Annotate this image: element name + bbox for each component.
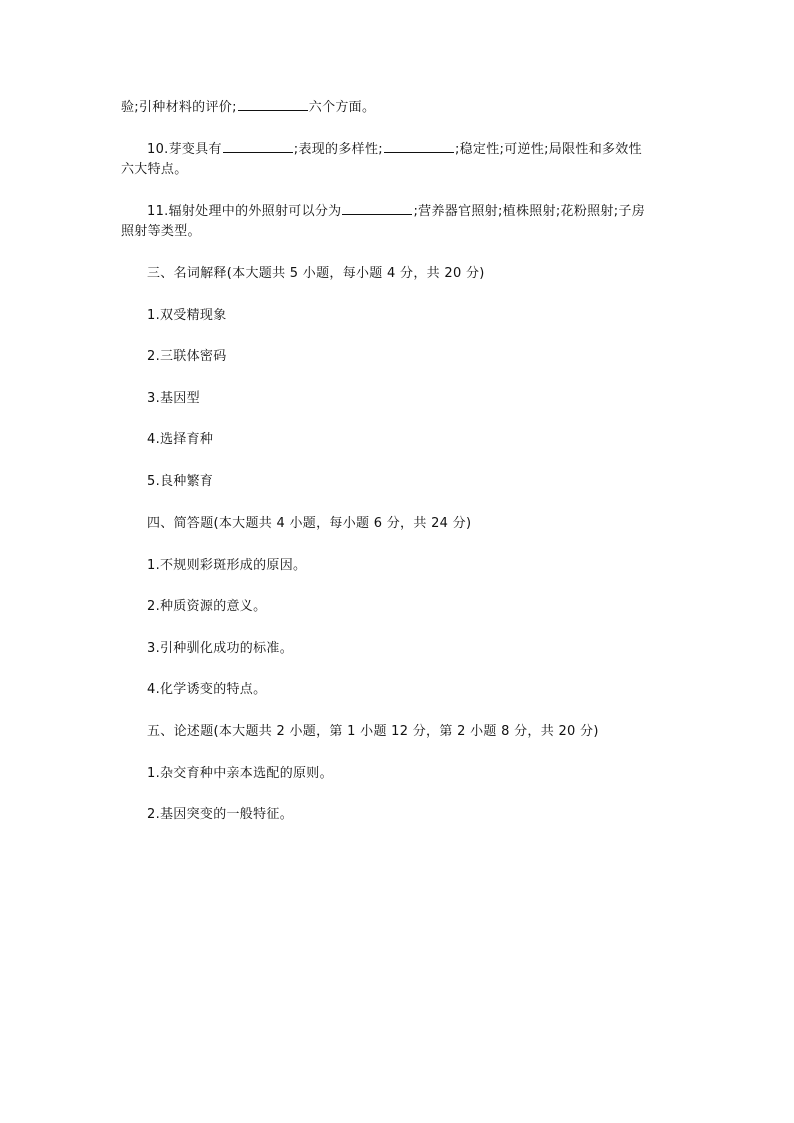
question-11-text-c: 照射等类型。 [121,224,201,239]
short-answer-item: 2.种质资源的意义。 [147,599,267,614]
section-heading: 三、名词解释(本大题共 5 小题，每小题 4 分，共 20 分) [147,266,485,281]
question-9-text-a: 验;引种材料的评价; [121,100,237,115]
answer-blank [342,202,412,215]
question-10-text-d: 六大特点。 [121,162,188,177]
term-item: 4.选择育种 [147,432,214,447]
question-10-text-c: ;稳定性;可逆性;局限性和多效性 [454,142,642,157]
essay-item: 1.杂交育种中亲本选配的原则。 [147,766,333,781]
question-10 [147,140,642,160]
short-answer-item: 4.化学诱变的特点。 [147,682,267,697]
question-10-text-b: ;表现的多样性; [293,142,383,157]
question-10-continuation [121,160,188,180]
short-answer-item: 1.不规则彩斑形成的原因。 [147,558,307,573]
short-answer-item: 3.引种驯化成功的标准。 [147,641,294,656]
section-heading: 四、简答题(本大题共 4 小题，每小题 6 分，共 24 分) [147,516,472,531]
question-11-text-a: 11.辐射处理中的外照射可以分为 [147,204,342,219]
answer-blank [223,140,293,153]
section-heading: 五、论述题(本大题共 2 小题，第 1 小题 12 分，第 2 小题 8 分，共 20 分) [147,724,599,739]
term-item: 2.三联体密码 [147,349,227,364]
question-9-text-b: 六个方面。 [308,100,376,115]
question-9-continuation [121,98,375,118]
answer-blank [384,140,454,153]
answer-blank [238,98,308,111]
term-item: 3.基因型 [147,391,200,406]
question-11-text-b: ;营养器官照射;植株照射;花粉照射;子房 [413,204,646,219]
question-11-continuation [121,222,201,242]
term-item: 5.良种繁育 [147,474,214,489]
question-11 [147,202,645,222]
essay-item: 2.基因突变的一般特征。 [147,807,294,822]
question-10-text-a: 10.芽变具有 [147,142,222,157]
term-item: 1.双受精现象 [147,308,227,323]
